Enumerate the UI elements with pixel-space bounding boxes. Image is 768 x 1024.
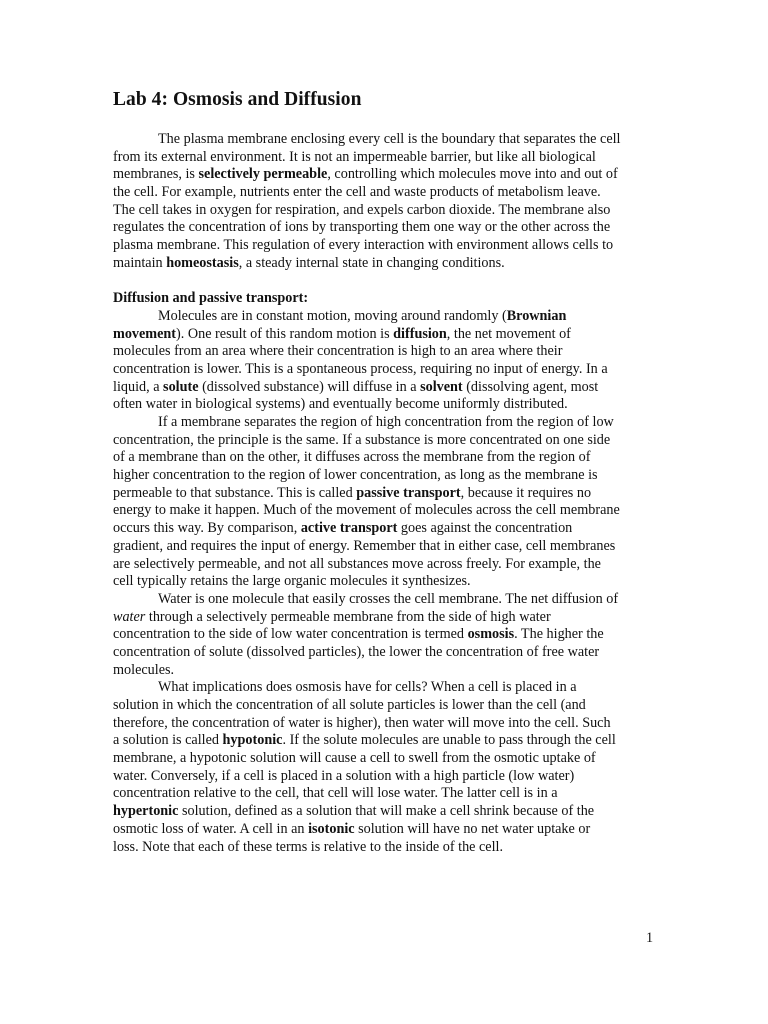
document-body [113,131,661,856]
text-line [113,326,661,344]
term-passive-transport: passive transport [356,484,461,501]
term-diffusion: diffusion [393,325,447,342]
text-line [113,803,661,821]
text-run: loss. Note that each of these terms is relative to the inside of the cell. [113,838,504,855]
text-run: of a membrane than on the other, it diffuses across the membrane from the region of [113,449,591,466]
term-hypotonic: hypotonic [222,732,283,749]
text-line [113,396,661,414]
term-brownian: Brownian [506,307,567,324]
paragraph-osmosis [113,591,661,679]
text-run: membrane, a hypotonic solution will cause a cell to swell from the osmotic uptake of [113,750,596,767]
text-line [113,219,661,237]
text-line [113,131,661,149]
term-active-transport: active transport [300,520,398,537]
text-line [113,237,661,255]
text-run: , a steady internal state in changing conditions. [238,254,505,271]
text-line [113,502,661,520]
text-line [113,308,661,326]
text-line [113,785,661,803]
text-run: concentration, the principle is the same. If a substance is more concentrated on one side [113,431,611,448]
text-line [113,432,661,450]
text-line [113,343,661,361]
paragraph-passive-transport [113,414,661,591]
text-line [113,379,661,397]
text-line [113,149,661,167]
text-line [113,202,661,220]
text-line [113,626,661,644]
text-run: If a membrane separates the region of high concentration from the region of low [158,414,614,430]
text-line [113,715,661,733]
term-solute: solute [163,378,199,395]
text-line [113,573,661,591]
text-run: molecules. [113,661,175,678]
term-selectively-permeable: selectively permeable [198,166,328,183]
text-run: membranes, is [113,166,199,183]
text-run: occurs this way. By comparison, [113,520,301,537]
text-run: maintain [113,254,167,271]
text-run: from its external environment. It is not an impermeable barrier, but like all biological [113,148,596,165]
text-run: the cell. For example, nutrients enter the cell and waste products of metabolism leave. [113,184,601,201]
text-line [113,662,661,680]
text-run: gradient, and requires the input of energy. Remember that in either case, cell membranes [113,537,616,554]
text-line [113,821,661,839]
term-homeostasis: homeostasis [166,254,239,271]
text-line [113,538,661,556]
text-run: , the net movement of [446,325,571,342]
paragraph-diffusion [113,308,661,414]
text-line [113,184,661,202]
text-run: concentration to the side of low water concentration is termed [113,626,468,643]
text-line [113,750,661,768]
text-run: solution in which the concentration of all solute particles is lower than the cell (and [113,697,586,713]
paragraph-gap [113,273,661,291]
text-run: Water is one molecule that easily crosses the cell membrane. The net diffusion of [158,590,619,607]
text-line [113,591,661,609]
text-run: permeable to that substance. This is called [113,484,357,501]
page-number: 1 [646,930,654,946]
section-heading [113,290,661,308]
text-run: concentration relative to the cell, that cell will lose water. The latter cell is in a [113,785,558,802]
text-line [113,556,661,574]
term-solvent: solvent [420,378,463,395]
text-run: The plasma membrane enclosing every cell is the boundary that separates the cell [158,131,621,147]
text-run: What implications does osmosis have for cells? When a cell is placed in a [158,679,577,696]
term-osmosis: osmosis [467,626,515,643]
text-run: water. Conversely, if a cell is placed in a solution with a high particle (low water) [113,767,575,784]
text-line [113,520,661,538]
text-run: a solution is called [113,732,223,749]
term-water-italic: water [113,608,146,625]
text-line [113,467,661,485]
text-run: higher concentration to the region of lower concentration, as long as the membrane is [113,467,598,484]
text-run: The cell takes in oxygen for respiration, and expels carbon dioxide. The membrane also [113,201,611,218]
text-run: osmotic loss of water. A cell in an [113,820,309,837]
text-run: cell typically retains the large organic molecules it synthesizes. [113,573,471,590]
text-line [113,839,661,857]
term-isotonic: isotonic [308,820,355,837]
text-run: solution, defined as a solution that will make a cell shrink because of the [178,803,595,820]
paragraph-tonicity [113,679,661,856]
text-run: plasma membrane. This regulation of every interaction with environment allows cells to [113,237,614,254]
text-line [113,697,661,715]
text-run: therefore, the concentration of water is higher), then water will move into the cell. Such [113,714,611,731]
text-run: concentration of solute (dissolved particles), the lower the concentration of free water [113,643,600,660]
text-run: molecules from an area where their concentration is high to an area where their [113,343,563,360]
text-run: regulates the concentration of ions by transporting them one way or the other across the [113,219,611,236]
text-line [113,166,661,184]
text-line [113,449,661,467]
text-line [113,732,661,750]
text-line [113,679,661,697]
text-line [113,768,661,786]
text-run: , because it requires no [460,484,592,501]
text-run: concentration is lower. This is a spontaneous process, requiring no input of energy. In a [113,360,608,377]
text-run: are selectively permeable, and not all substances move across freely. For example, the [113,555,601,572]
text-run: . If the solute molecules are unable to pass through the cell [282,732,616,749]
text-run: (dissolved substance) will diffuse in a [198,378,421,395]
text-run: through a selectively permeable membrane from the side of high water [145,608,551,625]
text-run: energy to make it happen. Much of the movement of molecules across the cell membrane [113,502,620,519]
section-heading-text: Diffusion and passive transport: [113,290,309,307]
page-title: Lab 4: Osmosis and Diffusion [113,89,362,110]
text-line [113,609,661,627]
text-run: (dissolving agent, most [462,378,599,395]
text-run: solution will have no net water uptake or [354,820,591,837]
text-run: goes against the concentration [397,520,573,537]
text-run: , controlling which molecules move into and out of [327,166,618,183]
text-run: . The higher the [514,626,604,643]
text-line [113,485,661,503]
text-run: liquid, a [113,378,164,395]
term-hypertonic: hypertonic [113,803,179,820]
text-line [113,414,661,432]
text-line [113,255,661,273]
term-movement: movement [113,325,177,342]
paragraph-intro [113,131,661,273]
text-run: ). One result of this random motion is [176,325,394,342]
text-line [113,644,661,662]
text-run: often water in biological systems) and eventually become uniformly distributed. [113,396,568,413]
text-run: Molecules are in constant motion, moving around randomly ( [158,307,507,324]
text-line [113,361,661,379]
